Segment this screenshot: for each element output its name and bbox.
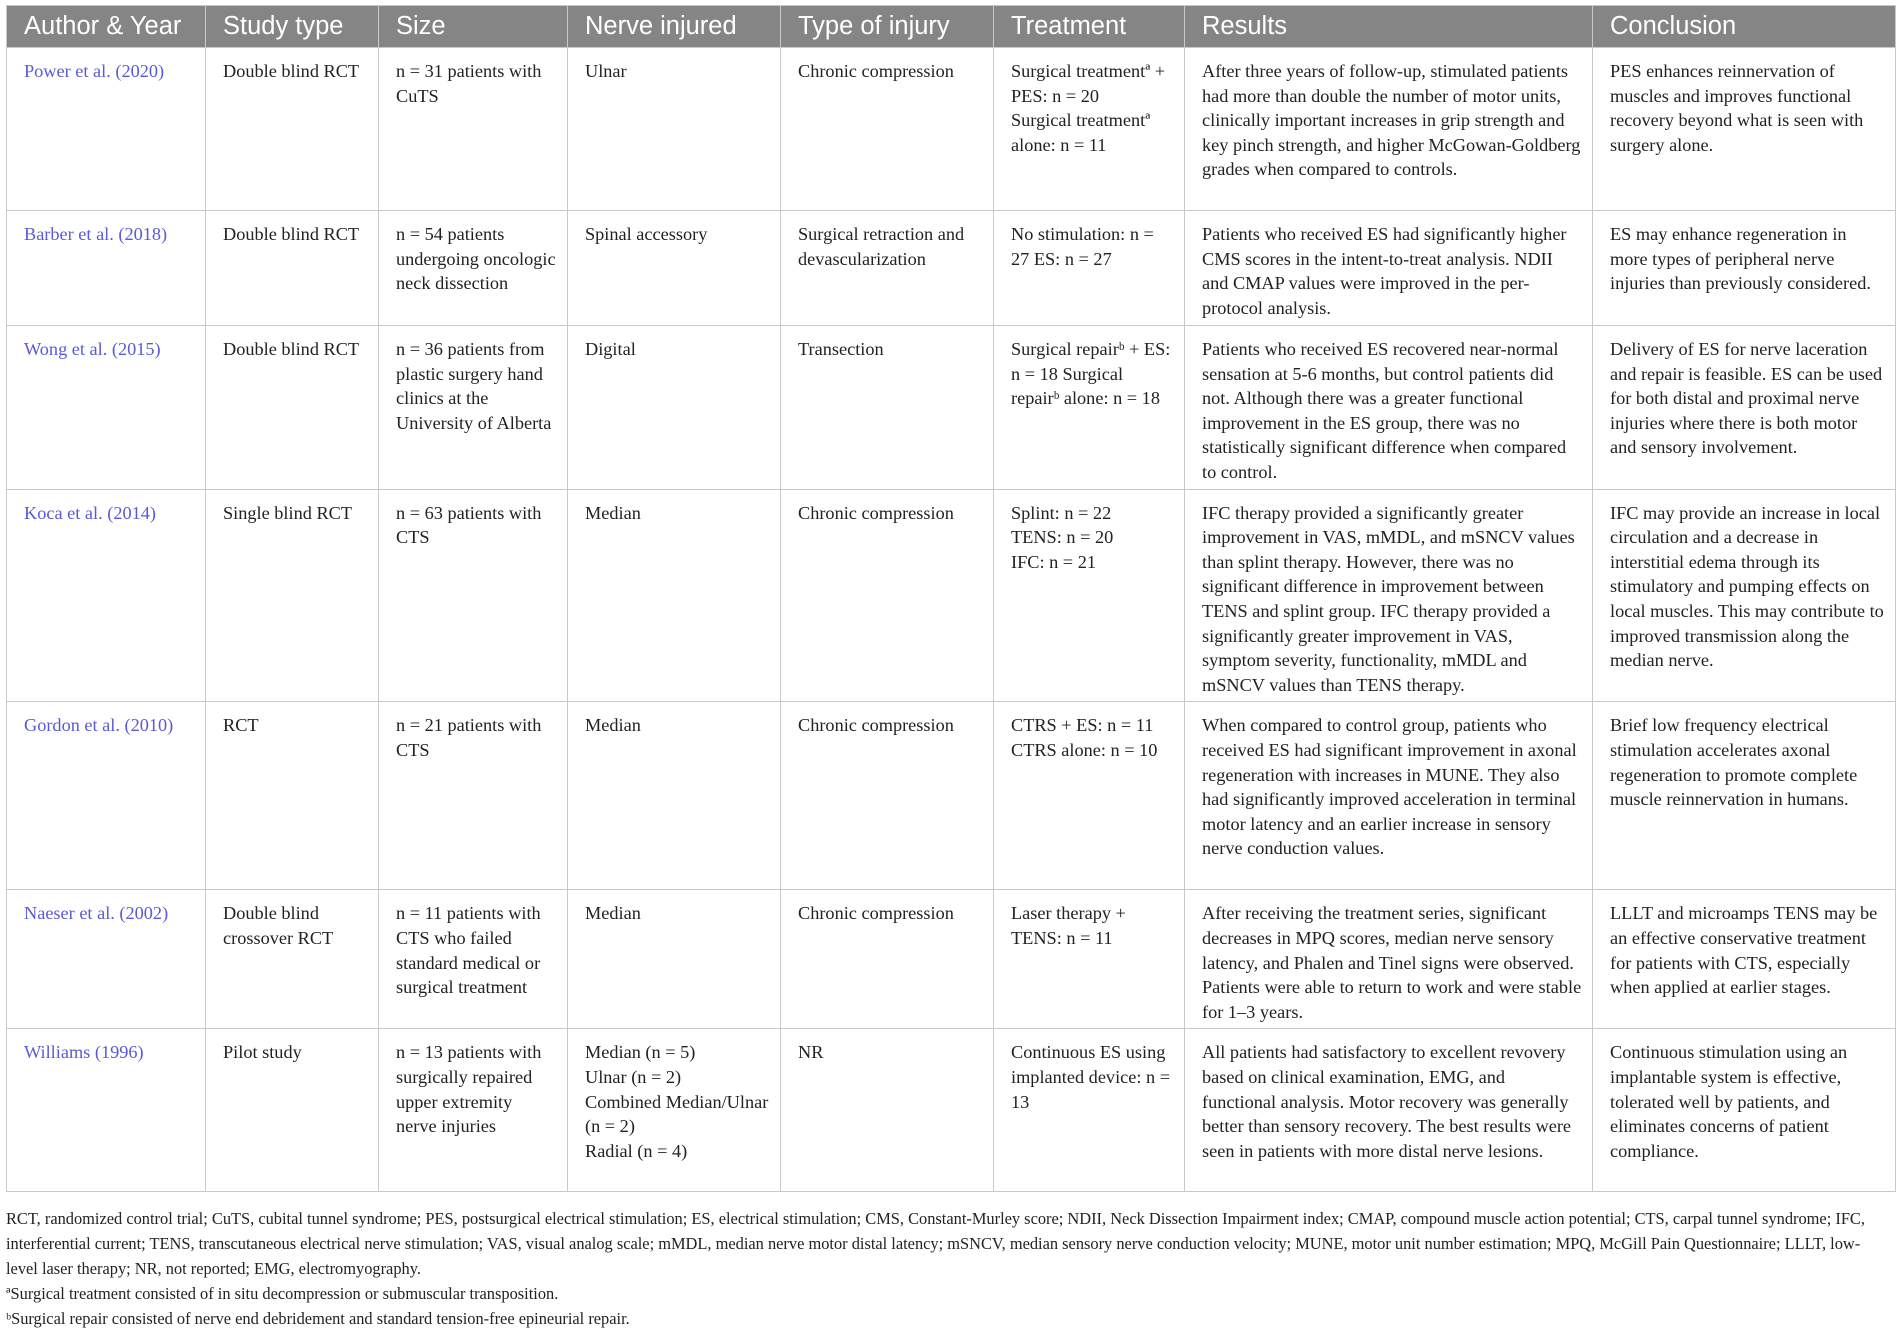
cell-conclusion-text: IFC may provide an increase in local circulation and a decrease in interstitial edema through its stimulatory and pumping effects on local muscles. This may contribute to improved transmission along the median nerve. <box>1610 502 1884 671</box>
cell-author-year-text[interactable]: Naeser et al. (2002) <box>24 903 169 924</box>
cell-nerve-injured-line: Combined Median/Ulnar (n = 2) <box>585 1091 769 1137</box>
cell-conclusion-text: LLLT and microamps TENS may be an effective conservative treatment for patients with CTS, especially when applied at earlier stages. <box>1610 903 1878 998</box>
cell-type-of-injury-text: Chronic compression <box>798 502 954 523</box>
cell-nerve-injured <box>568 211 781 326</box>
cell-results-text: All patients had satisfactory to excellent revovery based on clinical examination, EMG, and functional analysis. Motor recovery was generally better than sensory recovery. The best results were seen in patients with more distal nerve lesions. <box>1202 1042 1572 1161</box>
cell-type-of-injury <box>781 890 994 1029</box>
cell-size <box>379 702 568 890</box>
header-type-of-injury: Type of injury <box>781 6 994 48</box>
cell-nerve-injured-line: Median <box>585 502 641 523</box>
studies-table <box>6 5 1896 1192</box>
cell-conclusion-text: Brief low frequency electrical stimulation accelerates axonal regeneration to promote complete muscle reinnervation in humans. <box>1610 715 1858 810</box>
cell-conclusion-text: PES enhances reinnervation of muscles and improves functional recovery beyond what is seen with surgery alone. <box>1610 61 1864 155</box>
header-study-type: Study type <box>206 6 379 48</box>
cell-size <box>379 489 568 702</box>
cell-study-type <box>206 702 379 890</box>
cell-type-of-injury-text: Chronic compression <box>798 903 954 924</box>
cell-nerve-injured <box>568 489 781 702</box>
cell-type-of-injury <box>781 489 994 702</box>
cell-nerve-injured <box>568 890 781 1029</box>
cell-type-of-injury-text: Surgical retraction and devascularization <box>798 224 965 269</box>
cell-type-of-injury <box>781 48 994 211</box>
cell-size-text: n = 36 patients from plastic surgery hand clinics at the University of Alberta <box>396 339 552 433</box>
cell-treatment <box>994 489 1185 702</box>
cell-treatment-line: TENS: n = 20 <box>1011 527 1114 548</box>
table-row <box>7 489 1896 702</box>
cell-size-text: n = 54 patients undergoing oncologic neck dissection <box>396 224 556 294</box>
cell-type-of-injury <box>781 211 994 326</box>
cell-study-type <box>206 326 379 490</box>
cell-conclusion <box>1593 326 1896 490</box>
cell-type-of-injury-text: Chronic compression <box>798 61 954 81</box>
table-row <box>7 211 1896 326</box>
cell-treatment <box>994 890 1185 1029</box>
cell-results-text: Patients who received ES had significantly higher CMS scores in the intent-to-treat analysis. NDII and CMAP values were improved in the per-protocol analysis. <box>1202 224 1567 318</box>
cell-size-text: n = 63 patients with CTS <box>396 502 542 548</box>
cell-type-of-injury <box>781 702 994 890</box>
cell-size-text: n = 31 patients with CuTS <box>396 61 542 106</box>
cell-conclusion <box>1593 489 1896 702</box>
abbreviations-note: RCT, randomized control trial; CuTS, cubital tunnel syndrome; PES, postsurgical electrical stimulation; ES, electrical stimulation; CMS, Constant-Murley score; NDII, Neck Dissection Impairment index; CMAP, compound muscle action potential; CTS, carpal tunnel syndrome; IFC, interferential current; TENS, transcutaneous electrical nerve stimulation; VAS, visual analog scale; mMDL, median nerve motor distal latency; mSNCV, median sensory nerve conduction velocity; MUNE, motor unit number estimation; MPQ, McGill Pain Questionnaire; LLLT, low-level laser therapy; NR, not reported; EMG, electromyography. <box>6 1209 1865 1279</box>
cell-treatment-line: IFC: n = 21 <box>1011 551 1096 572</box>
cell-treatment-line: Splint: n = 22 <box>1011 502 1112 523</box>
footnote-b: ᵇSurgical repair consisted of nerve end debridement and standard tension-free epineurial repair. <box>6 1309 630 1329</box>
cell-nerve-injured <box>568 326 781 490</box>
header-treatment: Treatment <box>994 6 1185 48</box>
table-row <box>7 48 1896 211</box>
header-size: Size <box>379 6 568 48</box>
cell-results <box>1185 489 1593 702</box>
cell-author-year-text[interactable]: Wong et al. (2015) <box>24 339 161 359</box>
cell-author-year <box>7 489 206 702</box>
cell-type-of-injury-text: Transection <box>798 339 884 359</box>
cell-results-text: After receiving the treatment series, significant decreases in MPQ scores, median nerve sensory latency, and Phalen and Tinel signs were observed. Patients were able to return to work and were stable for 1–3 years. <box>1202 903 1582 1022</box>
cell-nerve-injured-line: Ulnar <box>585 61 627 81</box>
cell-author-year-text[interactable]: Power et al. (2020) <box>24 61 165 81</box>
cell-author-year <box>7 326 206 490</box>
table-header <box>7 6 1896 48</box>
cell-treatment <box>994 326 1185 490</box>
cell-treatment-line: Surgical treatmentª alone: n = 11 <box>1011 110 1151 155</box>
cell-study-type-text: Single blind RCT <box>223 502 352 523</box>
cell-author-year-text[interactable]: Gordon et al. (2010) <box>24 715 174 736</box>
cell-type-of-injury <box>781 326 994 490</box>
cell-study-type-text: RCT <box>223 715 259 736</box>
cell-author-year <box>7 48 206 211</box>
cell-results-text: When compared to control group, patients who received ES had significant improvement in axonal regeneration with increases in MUNE. They also had significantly improved acceleration in terminal motor latency and an earlier increase in sensory nerve conduction values. <box>1202 715 1577 859</box>
cell-treatment-line: CTRS alone: n = 10 <box>1011 739 1158 760</box>
header-author-year: Author & Year <box>7 6 206 48</box>
cell-treatment <box>994 702 1185 890</box>
cell-author-year <box>7 702 206 890</box>
cell-study-type-text: Double blind RCT <box>223 224 360 244</box>
cell-study-type <box>206 211 379 326</box>
cell-treatment-line: Surgical treatmentª + PES: n = 20 <box>1011 61 1166 106</box>
cell-nerve-injured <box>568 48 781 211</box>
cell-size-text: n = 21 patients with CTS <box>396 715 542 760</box>
cell-results <box>1185 211 1593 326</box>
table-body <box>7 48 1896 1192</box>
cell-author-year-text[interactable]: Williams (1996) <box>24 1042 144 1063</box>
cell-nerve-injured-line: Digital <box>585 339 636 359</box>
cell-treatment-line: CTRS + ES: n = 11 <box>1011 715 1154 736</box>
cell-study-type-text: Double blind RCT <box>223 339 360 359</box>
cell-study-type-text: Pilot study <box>223 1042 302 1063</box>
table-footnotes <box>6 1192 1895 1331</box>
table-row <box>7 890 1896 1029</box>
cell-results <box>1185 1029 1593 1192</box>
cell-conclusion <box>1593 1029 1896 1192</box>
footnote-a: ªSurgical treatment consisted of in situ decompression or submuscular transposition. <box>6 1284 559 1304</box>
header-conclusion: Conclusion <box>1593 6 1896 48</box>
cell-study-type <box>206 48 379 211</box>
cell-nerve-injured-line: Median (n = 5) <box>585 1042 696 1063</box>
cell-nerve-injured <box>568 702 781 890</box>
cell-nerve-injured-line: Radial (n = 4) <box>585 1140 688 1161</box>
cell-author-year-text[interactable]: Barber et al. (2018) <box>24 224 168 244</box>
table-row <box>7 1029 1896 1192</box>
cell-treatment-line: Surgical repairᵇ + ES: n = 18 Surgical repairᵇ alone: n = 18 <box>1011 339 1171 409</box>
cell-results <box>1185 702 1593 890</box>
cell-size <box>379 890 568 1029</box>
cell-nerve-injured <box>568 1029 781 1192</box>
cell-author-year <box>7 211 206 326</box>
cell-type-of-injury-text: Chronic compression <box>798 715 954 736</box>
cell-size-text: n = 11 patients with CTS who failed standard medical or surgical treatment <box>396 903 541 998</box>
cell-nerve-injured-line: Median <box>585 903 641 924</box>
cell-nerve-injured-line: Ulnar (n = 2) <box>585 1066 682 1087</box>
cell-results <box>1185 48 1593 211</box>
table-row <box>7 702 1896 890</box>
header-row <box>7 6 1896 48</box>
cell-results <box>1185 890 1593 1029</box>
cell-size <box>379 211 568 326</box>
cell-author-year <box>7 890 206 1029</box>
cell-results-text: IFC therapy provided a significantly greater improvement in VAS, mMDL, and mSNCV values than splint therapy. However, there was no significant difference in improvement between TENS and splint group. IFC therapy provided a significantly greater improvement in VAS, symptom severity, functionality, mMDL and mSNCV values than TENS therapy. <box>1202 502 1575 695</box>
cell-treatment <box>994 48 1185 211</box>
cell-nerve-injured-line: Median <box>585 715 641 736</box>
cell-results <box>1185 326 1593 490</box>
cell-treatment-line: Continuous ES using implanted device: n = 13 <box>1011 1042 1171 1112</box>
cell-results-text: Patients who received ES recovered near-normal sensation at 5-6 months, but control patients did not. Although there was a greater functional improvement in the ES group, there was no statistically significant difference when compared to control. <box>1202 339 1567 482</box>
cell-treatment <box>994 1029 1185 1192</box>
cell-author-year <box>7 1029 206 1192</box>
cell-treatment-line: Laser therapy + TENS: n = 11 <box>1011 903 1126 948</box>
cell-results-text: After three years of follow-up, stimulated patients had more than double the number of motor units, clinically important increases in grip strength and key pinch strength, and higher McGowan-Goldberg grades when compared to controls. <box>1202 61 1581 180</box>
cell-conclusion <box>1593 890 1896 1029</box>
header-nerve-injured: Nerve injured <box>568 6 781 48</box>
cell-size <box>379 48 568 211</box>
cell-conclusion-text: Continuous stimulation using an implantable system is effective, tolerated well by patients, and eliminates concerns of patient compliance. <box>1610 1042 1848 1161</box>
cell-type-of-injury <box>781 1029 994 1192</box>
cell-treatment <box>994 211 1185 326</box>
cell-conclusion <box>1593 211 1896 326</box>
cell-conclusion-text: Delivery of ES for nerve laceration and repair is feasible. ES can be used for both distal and proximal nerve injuries where there is both motor and sensory involvement. <box>1610 339 1883 458</box>
cell-treatment-line: No stimulation: n = 27 ES: n = 27 <box>1011 224 1154 269</box>
cell-study-type-text: Double blind crossover RCT <box>223 903 334 948</box>
cell-size-text: n = 13 patients with surgically repaired upper extremity nerve injuries <box>396 1042 542 1137</box>
cell-study-type-text: Double blind RCT <box>223 61 360 81</box>
cell-conclusion <box>1593 48 1896 211</box>
cell-study-type <box>206 1029 379 1192</box>
cell-study-type <box>206 489 379 702</box>
cell-study-type <box>206 890 379 1029</box>
cell-type-of-injury-text: NR <box>798 1042 824 1063</box>
cell-author-year-text[interactable]: Koca et al. (2014) <box>24 502 156 523</box>
cell-conclusion-text: ES may enhance regeneration in more types of peripheral nerve injuries than previously considered. <box>1610 224 1871 294</box>
cell-size <box>379 1029 568 1192</box>
table-row <box>7 326 1896 490</box>
header-results: Results <box>1185 6 1593 48</box>
cell-conclusion <box>1593 702 1896 890</box>
cell-size <box>379 326 568 490</box>
cell-nerve-injured-line: Spinal accessory <box>585 224 708 244</box>
